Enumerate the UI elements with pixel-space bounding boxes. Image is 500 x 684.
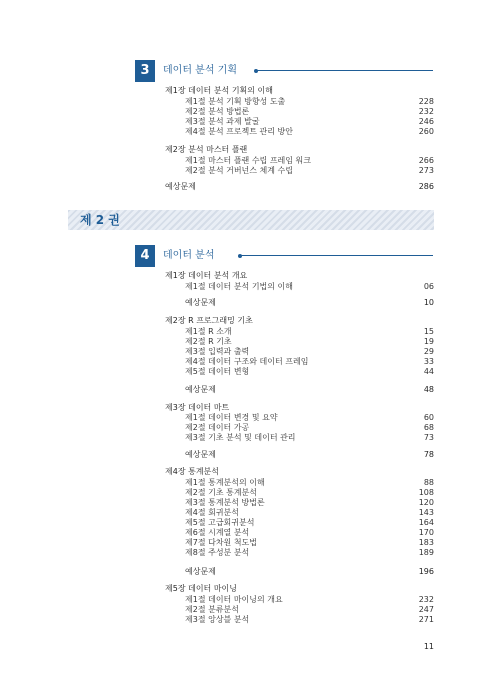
toc-entry-page: 60 (423, 413, 434, 422)
toc-entry-title: 제2절 분류분석 (185, 605, 240, 614)
toc-entry-page: 73 (423, 433, 434, 442)
toc-entry-title: 제1절 데이터 변경 및 요약 (185, 413, 278, 422)
toc-entry[interactable] (185, 538, 434, 548)
part-3-header (135, 60, 433, 82)
volume-label: 제 2 권 (80, 213, 120, 227)
toc-entry[interactable] (185, 605, 434, 615)
toc-entry-title: 제1절 분석 기획 방향성 도출 (185, 97, 286, 106)
part-4-number-badge: 4 (135, 245, 155, 267)
toc-entry-title: 제5절 고급회귀분석 (185, 518, 255, 527)
toc-entry[interactable] (185, 166, 434, 176)
toc-entry-title: 제6절 시계열 분석 (185, 528, 250, 537)
part-4-title: 데이터 분석 (163, 250, 215, 261)
exercise-page: 78 (423, 450, 434, 459)
chapter-title: 제1장 데이터 분석 기획의 이해 (165, 86, 273, 95)
toc-entry-title: 제2절 분석 방법론 (185, 107, 250, 116)
toc-entry-title: 제1절 마스터 플랜 수립 프레임 워크 (185, 156, 311, 165)
toc-entry[interactable] (185, 528, 434, 538)
part-3-number-badge: 3 (135, 60, 155, 82)
exercise-page: 196 (418, 567, 434, 576)
toc-entry-title: 제8절 주성분 분석 (185, 548, 250, 557)
toc-entry-page: 228 (418, 97, 434, 106)
part-4-header (135, 245, 433, 267)
toc-entry-page: 44 (423, 367, 434, 376)
toc-entry[interactable] (185, 548, 434, 558)
toc-entry-page: 271 (418, 615, 434, 624)
toc-entry-page: 68 (423, 423, 434, 432)
toc-entry[interactable] (185, 367, 434, 377)
part-4-rule (241, 255, 433, 256)
toc-entry-page: 170 (418, 528, 434, 537)
toc-entry-title: 제2절 분석 거버넌스 체계 수립 (185, 166, 293, 175)
toc-entry[interactable] (185, 615, 434, 625)
toc-entry[interactable] (185, 117, 434, 127)
toc-entry-page: 29 (423, 347, 434, 356)
toc-entry[interactable] (185, 127, 434, 137)
toc-entry-title: 제3절 통계분석 방법론 (185, 498, 265, 507)
toc-entry[interactable] (185, 347, 434, 357)
toc-entry-title: 제4절 분석 프로젝트 관리 방안 (185, 127, 293, 136)
toc-entry-page: 143 (418, 508, 434, 517)
toc-entry-title: 제2절 데이터 가공 (185, 423, 250, 432)
toc-entry-page: 232 (418, 595, 434, 604)
toc-entry[interactable] (185, 498, 434, 508)
toc-entry[interactable] (185, 595, 434, 605)
toc-entry[interactable] (185, 327, 434, 337)
toc-entry-title: 제7절 다차원 척도법 (185, 538, 257, 547)
toc-entry-page: 232 (418, 107, 434, 116)
chapter-title: 제1장 데이터 분석 개요 (165, 271, 248, 280)
toc-entry-title: 제3절 앙상블 분석 (185, 615, 250, 624)
toc-entry-title: 제5절 데이터 변형 (185, 367, 250, 376)
toc-entry-title: 제2절 기초 통계분석 (185, 488, 257, 497)
toc-entry-page: 19 (423, 337, 434, 346)
part-3-title: 데이터 분석 기획 (163, 65, 237, 76)
toc-entry[interactable] (185, 156, 434, 166)
exercise-title: 예상문제 (185, 385, 216, 394)
toc-entry-title: 제1절 데이터 분석 기법의 이해 (185, 282, 293, 291)
page-number: 11 (423, 642, 434, 651)
toc-entry-page: 189 (418, 548, 434, 557)
toc-entry-title: 제1절 R 소개 (185, 327, 232, 336)
exercise-title: 예상문제 (185, 298, 216, 307)
toc-entry-page: 183 (418, 538, 434, 547)
toc-entry[interactable] (185, 282, 434, 292)
toc-entry[interactable] (185, 337, 434, 347)
toc-entry[interactable] (185, 518, 434, 528)
toc-entry[interactable] (185, 413, 434, 423)
toc-entry-title: 제1절 통계분석의 이해 (185, 478, 265, 487)
toc-entry-title: 제1절 데이터 마이닝의 개요 (185, 595, 283, 604)
exercise-title: 예상문제 (165, 182, 196, 191)
chapter-title: 제4장 통계분석 (165, 467, 220, 476)
toc-entry-page: 15 (423, 327, 434, 336)
exercise-page: 10 (423, 298, 434, 307)
toc-entry-page: 273 (418, 166, 434, 175)
exercise-title: 예상문제 (185, 450, 216, 459)
toc-entry-page: 33 (423, 357, 434, 366)
toc-entry-title: 제3절 입력과 출력 (185, 347, 250, 356)
toc-entry[interactable] (185, 357, 434, 367)
chapter-title: 제2장 분석 마스터 플랜 (165, 145, 248, 154)
exercise-entry[interactable] (165, 450, 434, 460)
toc-entry-page: 247 (418, 605, 434, 614)
toc-entry-page: 164 (418, 518, 434, 527)
toc-entry-page: 108 (418, 488, 434, 497)
toc-entry-page: 120 (418, 498, 434, 507)
chapter-title: 제2장 R 프로그래밍 기초 (165, 316, 253, 325)
toc-entry-title: 제4절 데이터 구조와 데이터 프레임 (185, 357, 309, 366)
toc-entry-title: 제2절 R 기초 (185, 337, 232, 346)
chapter-title: 제3장 데이터 마트 (165, 403, 230, 412)
exercise-entry[interactable] (165, 385, 434, 395)
toc-entry[interactable] (185, 423, 434, 433)
toc-entry[interactable] (185, 508, 434, 518)
toc-entry-page: 260 (418, 127, 434, 136)
toc-entry-page: 246 (418, 117, 434, 126)
chapter-title: 제5장 데이터 마이닝 (165, 584, 237, 593)
toc-entry-title: 제4절 회귀분석 (185, 508, 240, 517)
toc-entry[interactable] (185, 107, 434, 117)
part-3-rule (257, 70, 433, 71)
toc-entry-title: 제3절 기초 분석 및 데이터 관리 (185, 433, 296, 442)
toc-entry-page: 06 (423, 282, 434, 291)
toc-entry-title: 제3절 분석 과제 발굴 (185, 117, 260, 126)
volume-band (68, 210, 434, 230)
toc-entry[interactable] (185, 478, 434, 488)
exercise-entry[interactable] (165, 298, 434, 308)
toc-entry[interactable] (185, 433, 434, 443)
exercise-page: 286 (418, 182, 434, 191)
exercise-entry[interactable] (165, 567, 434, 577)
toc-entry-page: 266 (418, 156, 434, 165)
exercise-page: 48 (423, 385, 434, 394)
toc-entry[interactable] (185, 97, 434, 107)
exercise-entry[interactable] (165, 182, 434, 192)
toc-entry-page: 88 (423, 478, 434, 487)
exercise-title: 예상문제 (185, 567, 216, 576)
toc-entry[interactable] (185, 488, 434, 498)
